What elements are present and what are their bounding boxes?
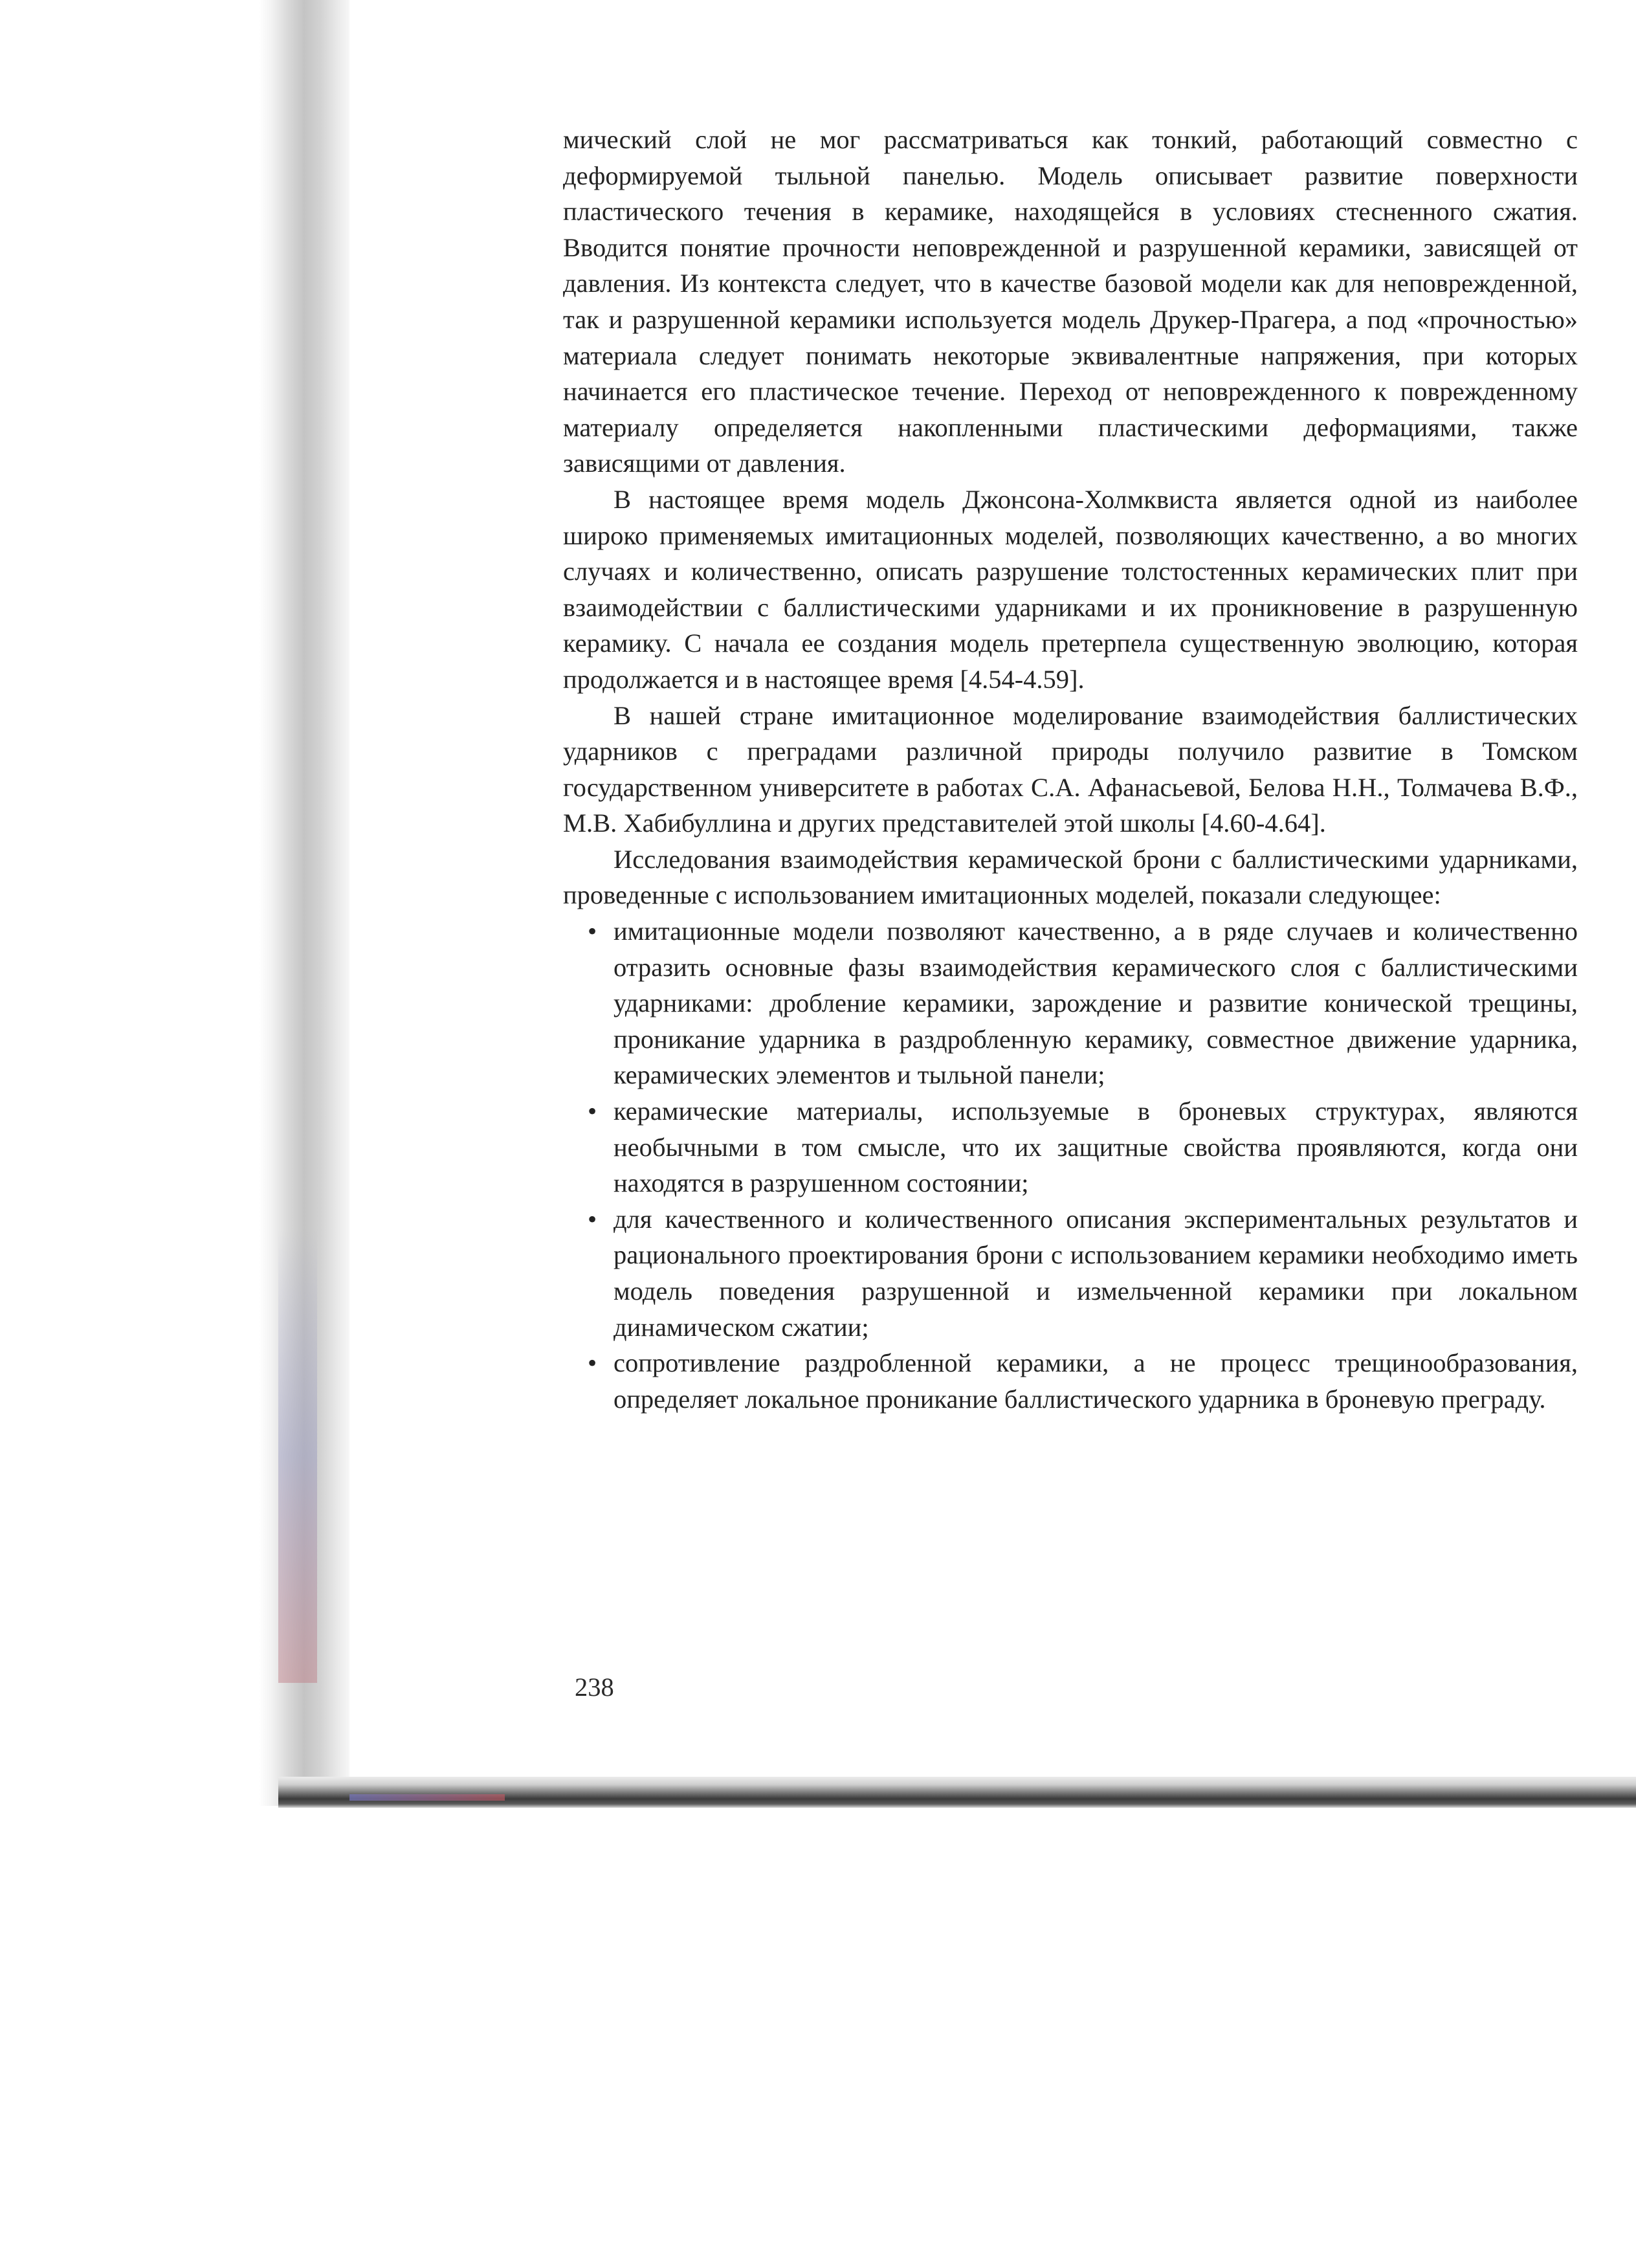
paragraph: Исследования взаимодействия керамической брони с баллистическими ударниками, проведенные с использованием имитационных моделей, показали следующее: (563, 844, 1578, 910)
list-item-text: для качественного и количественного описания экспериментальных результатов и рационального проектирования брони с использованием керамики необходимо иметь модель поведения разрушенной и измельченной керамики при локальном динамическом сжатии; (614, 1204, 1578, 1342)
page-number: 238 (575, 1673, 614, 1702)
list-item-text: сопротивление раздробленной керамики, а не процесс трещинообразования, определяет локальное проникание баллистического ударника в броневую преграду. (614, 1348, 1578, 1414)
body-text (563, 122, 1578, 1417)
paragraph: В нашей стране имитационное моделирование взаимодействия баллистических ударников с преградами различной природы получило развитие в Томском государственном университете в работах С.А. Афанасьевой, Белова Н.Н., Толмачева В.Ф., М.В. Хабибуллина и других представителей этой школы [4.60-4.64]. (563, 700, 1578, 838)
page-bottom-edge (278, 1777, 1636, 1808)
list-item (563, 1345, 1578, 1417)
paragraph: В настоящее время модель Джонсона-Холмквиста является одной из наиболее широко применяемых имитационных моделей, позволяющих качественно, а во многих случаях и количественно, описать разрушение толстостенных керамических плит при взаимодействии с баллистическими ударниками и их проникновение в разрушенную керамику. С начала ее создания модель претерпела существенную эволюцию, которая продолжается и в настоящее время [4.54-4.59]. (563, 484, 1578, 694)
paragraph: мический слой не мог рассматриваться как тонкий, работающий совместно с деформируемой тыльной панелью. Модель описывает развитие поверхности пластического течения в керамике, находящейся в условиях стесненного сжатия. Вводится понятие прочности неповрежденной и разрушенной керамики, зависящей от давления. Из контекста следует, что в качестве базовой модели как для неповрежденной, так и разрушенной керамики используется модель Друкер-Прагера, а под «прочностью» материала следует понимать некоторые эквивалентные напряжения, при которых начинается его пластическое течение. Переход от неповрежденного к поврежденному материалу определяется накопленными пластическими деформациями, также зависящими от давления. (563, 125, 1578, 478)
list-item-text: имитационные модели позволяют качественно, а в ряде случаев и количественно отразить основные фазы взаимодействия керамического слоя с баллистическими ударниками: дробление керамики, зарождение и развитие конической трещины, проникание ударника в раздробленную керамику, совместное движение ударника, керамических элементов и тыльной панели; (614, 917, 1578, 1090)
list-item (563, 913, 1578, 1093)
bullet-icon: • (588, 1348, 597, 1378)
cover-edge-color (349, 1794, 505, 1801)
list-item (563, 1201, 1578, 1345)
list-item-text: керамические материалы, используемые в броневых структурах, являются необычными в том смысле, что их защитные свойства проявляются, когда они находятся в разрушенном состоянии; (614, 1096, 1578, 1198)
page-edge-tint (278, 1230, 317, 1683)
bullet-icon: • (588, 1096, 597, 1126)
bullet-icon: • (588, 1204, 597, 1234)
conclusions-list (563, 913, 1578, 1417)
list-item (563, 1093, 1578, 1201)
bullet-icon: • (588, 917, 597, 946)
